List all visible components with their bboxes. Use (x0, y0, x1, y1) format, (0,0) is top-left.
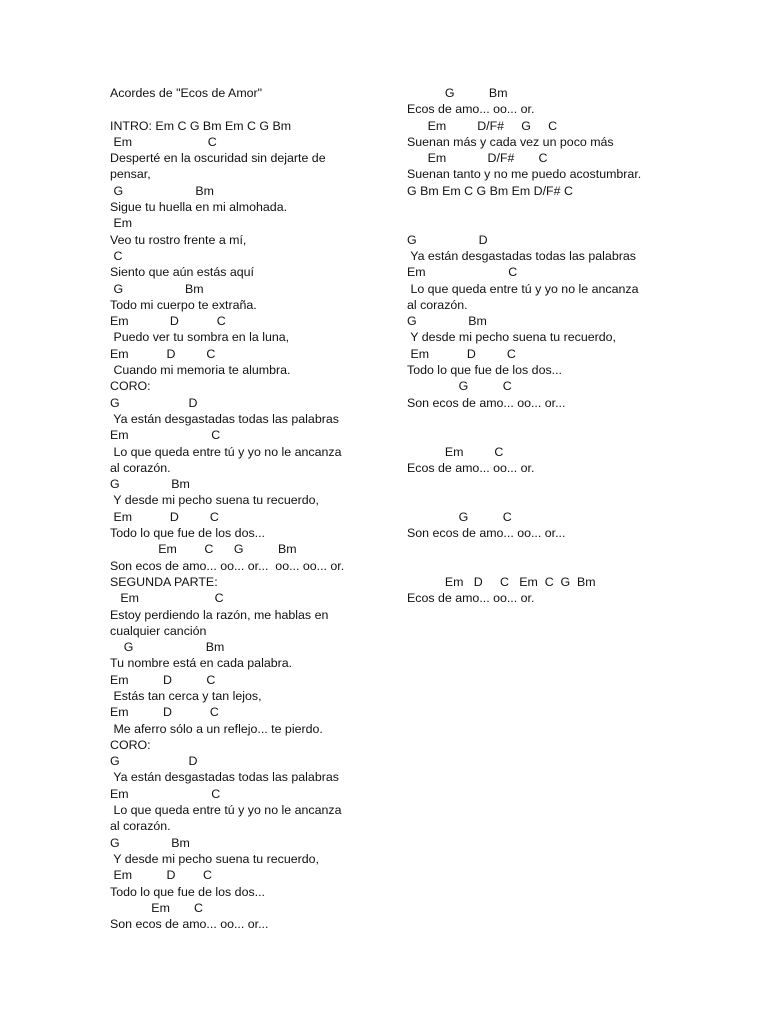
left-column-line: CORO: (110, 737, 151, 752)
left-column-line: Em D C (110, 868, 212, 883)
right-column-line: Son ecos de amo... oo... or... (407, 395, 566, 410)
left-column-line: Sigue tu huella en mi almohada. (110, 200, 288, 215)
right-column-line: Suenan más y cada vez un poco más (407, 134, 614, 149)
right-column-line: Lo que queda entre tú y yo no le ancanza (407, 281, 639, 296)
left-column-line: C (110, 248, 123, 263)
left-column-line: INTRO: Em C G Bm Em C G Bm (110, 118, 292, 133)
right-column-line: G C (407, 379, 512, 394)
left-column-line: Son ecos de amo... oo... or... oo... oo... or. (110, 558, 345, 573)
left-column-line: Tu nombre está en cada palabra. (110, 656, 293, 671)
right-column-line: Ecos de amo... oo... or. (407, 591, 535, 606)
left-column-line: Todo lo que fue de los dos... (110, 526, 265, 541)
right-column-line (407, 427, 737, 443)
left-column-line: G Bm (110, 477, 190, 492)
right-column-line (407, 199, 737, 215)
left-column-line: Siento que aún estás aquí (110, 265, 254, 280)
right-column-line: Em D C Em C G Bm (407, 574, 596, 589)
left-column-line: G Bm (110, 183, 214, 198)
left-column-line: Todo lo que fue de los dos... (110, 884, 265, 899)
left-column (110, 85, 410, 932)
right-column-line: Suenan tanto y no me puedo acostumbrar. (407, 167, 642, 182)
left-column-line: Em C G Bm (110, 542, 297, 557)
left-column-line: Lo que queda entre tú y yo no le ancanza (110, 803, 342, 818)
left-column-line: G Bm (110, 640, 225, 655)
right-column-line (407, 492, 737, 508)
right-column-line: Todo lo que fue de los dos... (407, 363, 562, 378)
left-column-line: Son ecos de amo... oo... or... (110, 917, 269, 932)
left-column-line: G Bm (110, 281, 204, 296)
left-column-line: Em D C (110, 346, 216, 361)
left-column-line: Em C (110, 591, 224, 606)
right-column-line: Son ecos de amo... oo... or... (407, 526, 566, 541)
right-column-line: G D (407, 232, 488, 247)
left-column-line: Puedo ver tu sombra en la luna, (110, 330, 290, 345)
right-column-line: al corazón. (407, 297, 468, 312)
left-column-line: Em (110, 216, 133, 231)
left-column-line: pensar, (110, 167, 151, 182)
right-column-line: G Bm (407, 86, 508, 100)
left-column-line: Lo que queda entre tú y yo no le ancanza (110, 444, 342, 459)
left-column-line: Em C (110, 900, 203, 915)
left-column-line: Y desde mi pecho suena tu recuerdo, (110, 851, 319, 866)
right-column-line (407, 558, 737, 574)
right-column-line: Ecos de amo... oo... or. (407, 460, 535, 475)
left-column-line: Estás tan cerca y tan lejos, (110, 688, 262, 703)
left-column-line: Todo mi cuerpo te extraña. (110, 297, 257, 312)
right-column-line: G Bm Em C G Bm Em D/F# C (407, 183, 573, 198)
left-column-line: Me aferro sólo a un reflejo... te pierdo. (110, 721, 323, 736)
right-column-line: Ya están desgastadas todas las palabras (407, 248, 636, 263)
left-column-line: al corazón. (110, 460, 171, 475)
left-column-line: G D (110, 754, 198, 769)
right-column-line: Em D/F# C (407, 151, 548, 166)
right-column-line (407, 476, 737, 492)
right-column-line: Em C (407, 444, 504, 459)
left-column-line: Estoy perdiendo la razón, me hablas en (110, 607, 329, 622)
left-column-line: Cuando mi memoria te alumbra. (110, 363, 291, 378)
left-column-line: G D (110, 395, 198, 410)
left-column-line: CORO: (110, 379, 151, 394)
left-column-line: al corazón. (110, 819, 171, 834)
right-column-line: Em D/F# G C (407, 118, 558, 133)
right-column-line: G C (407, 509, 512, 524)
left-column-line: Em D C (110, 314, 226, 329)
right-column-line: Ecos de amo... oo... or. (407, 102, 535, 117)
right-column-line: Em C (407, 265, 518, 280)
right-column-line (407, 411, 737, 427)
right-column (407, 85, 737, 607)
right-column-line: G Bm (407, 314, 487, 329)
right-column-line: Em D C (407, 346, 516, 361)
left-column-line: cualquier canción (110, 623, 207, 638)
left-column-line: Em C (110, 428, 221, 443)
left-column-line: Em D C (110, 672, 216, 687)
left-column-line: Desperté en la oscuridad sin dejarte de (110, 151, 326, 166)
left-column-line: Y desde mi pecho suena tu recuerdo, (110, 493, 319, 508)
left-column-line: Em D C (110, 705, 219, 720)
left-column-line: Ya están desgastadas todas las palabras (110, 770, 339, 785)
left-column-line: Ya están desgastadas todas las palabras (110, 411, 339, 426)
left-column-line: G Bm (110, 835, 190, 850)
left-column-line: Em C (110, 134, 217, 149)
left-column-line: Em C (110, 786, 221, 801)
left-column-line: Veo tu rostro frente a mí, (110, 232, 247, 247)
right-column-line (407, 215, 737, 231)
left-column-line (110, 101, 410, 117)
left-column-line: Acordes de "Ecos de Amor" (110, 86, 263, 100)
left-column-line: Em D C (110, 509, 219, 524)
left-column-line: SEGUNDA PARTE: (110, 574, 218, 589)
right-column-line: Y desde mi pecho suena tu recuerdo, (407, 330, 616, 345)
right-column-line (407, 541, 737, 557)
